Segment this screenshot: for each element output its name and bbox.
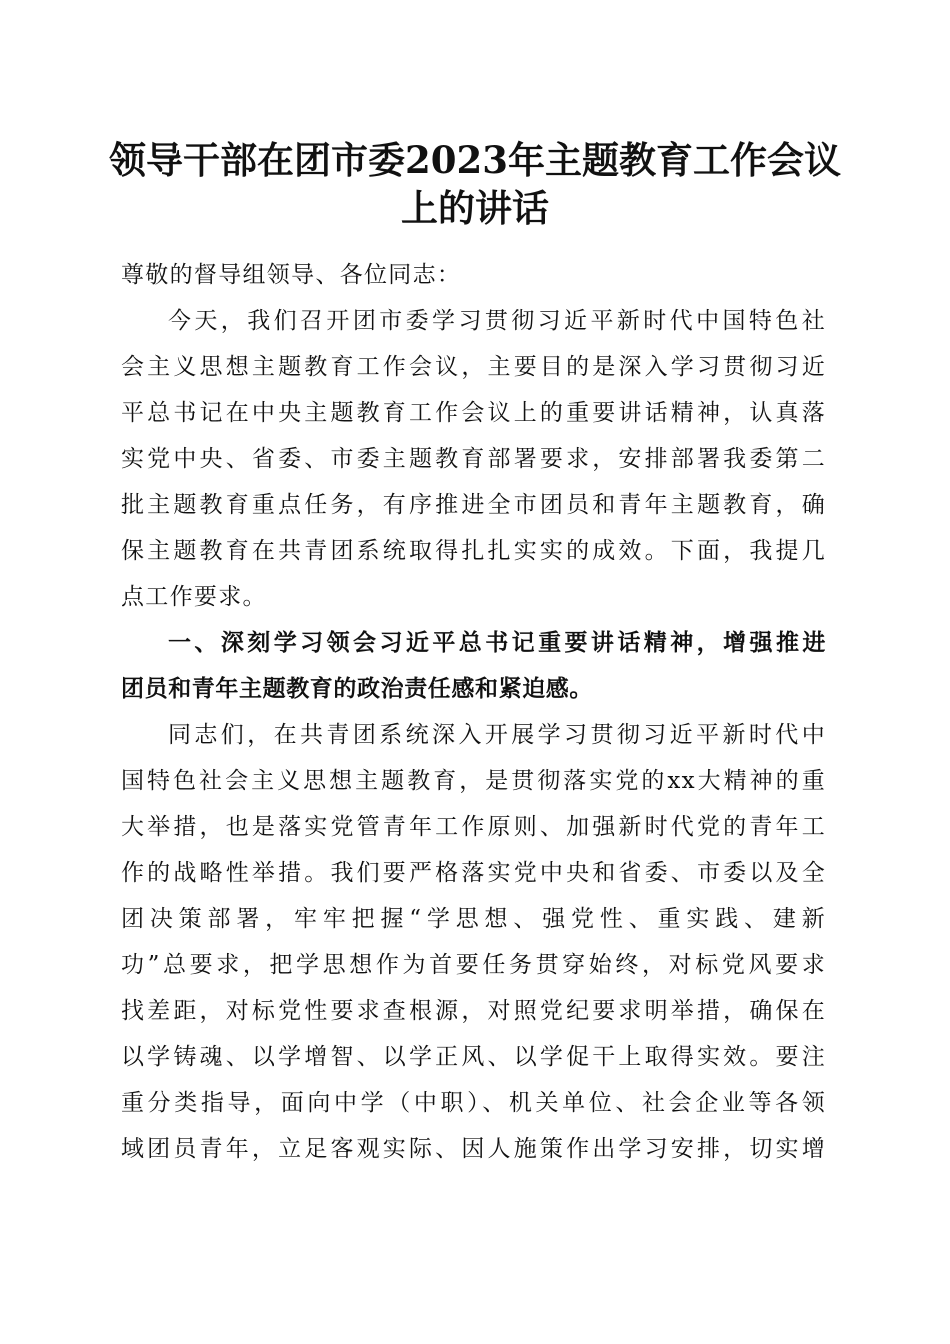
- paragraph-1: [121, 298, 826, 620]
- paragraph-line: 团决策部署，牢牢把握“学思想、强党性、重实践、建新: [121, 906, 826, 932]
- paragraph-2: [121, 712, 826, 1172]
- document-body: [121, 252, 826, 1172]
- paragraph-line: 以学铸魂、以学增智、以学正风、以学促干上取得实效。要注: [121, 1044, 826, 1070]
- paragraph-line: 国特色社会主义思想主题教育，是贯彻落实党的xx大精神的重: [121, 768, 826, 794]
- heading-line: 团员和青年主题教育的政治责任感和紧迫感。: [121, 676, 593, 702]
- document-title: [100, 136, 850, 232]
- paragraph-line: 批主题教育重点任务，有序推进全市团员和青年主题教育，确: [121, 492, 826, 518]
- paragraph-line: 重分类指导，面向中学（中职）、机关单位、社会企业等各领: [121, 1090, 826, 1116]
- paragraph-line: 实党中央、省委、市委主题教育部署要求，安排部署我委第二: [121, 446, 826, 472]
- salutation: 尊敬的督导组领导、各位同志：: [121, 262, 462, 288]
- paragraph-line: 大举措，也是落实党管青年工作原则、加强新时代党的青年工: [121, 814, 826, 840]
- paragraph-line: 今天，我们召开团市委学习贯彻习近平新时代中国特色社: [168, 308, 826, 334]
- title-line-2: 上的讲话: [401, 186, 549, 230]
- paragraph-line: 功”总要求，把学思想作为首要任务贯穿始终，对标党风要求: [121, 952, 826, 978]
- paragraph-line: 找差距，对标党性要求查根源，对照党纪要求明举措，确保在: [121, 998, 826, 1024]
- paragraph-line: 作的战略性举措。我们要严格落实党中央和省委、市委以及全: [121, 860, 826, 886]
- section-heading-1: [121, 620, 826, 712]
- title-line-1: 领导干部在团市委2023年主题教育工作会议: [109, 138, 841, 182]
- heading-line: 一、深刻学习领会习近平总书记重要讲话精神，增强推进: [168, 630, 826, 656]
- paragraph-line: 平总书记在中央主题教育工作会议上的重要讲话精神，认真落: [121, 400, 826, 426]
- paragraph-line: 会主义思想主题教育工作会议，主要目的是深入学习贯彻习近: [121, 354, 826, 380]
- paragraph-line: 域团员青年，立足客观实际、因人施策作出学习安排，切实增: [121, 1136, 826, 1162]
- paragraph-line: 点工作要求。: [121, 584, 267, 610]
- paragraph-line: 保主题教育在共青团系统取得扎扎实实的成效。下面，我提几: [121, 538, 826, 564]
- paragraph-line: 同志们，在共青团系统深入开展学习贯彻习近平新时代中: [168, 722, 826, 748]
